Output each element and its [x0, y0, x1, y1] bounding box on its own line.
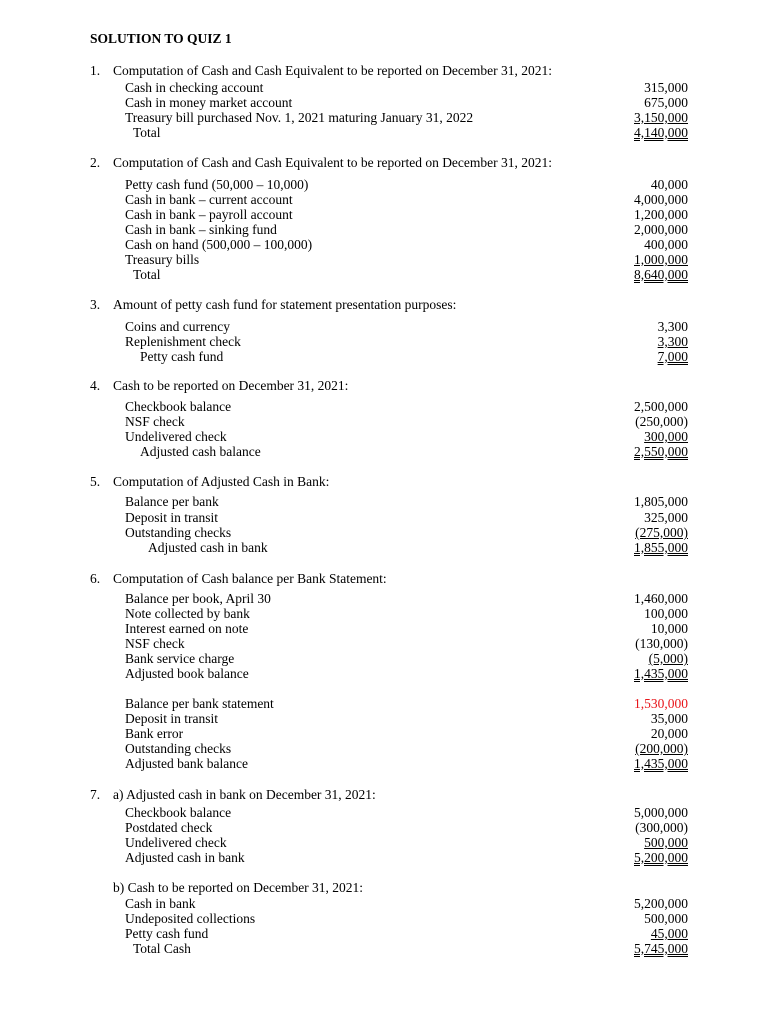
table-row	[0, 741, 768, 756]
row-value: 300,000	[644, 429, 688, 444]
row-label: Undelivered check	[125, 835, 227, 850]
row-label: Cash in bank – current account	[125, 192, 293, 207]
total-value: 5,200,000	[634, 850, 688, 865]
row-label: Replenishment check	[125, 334, 241, 349]
row-value: 500,000	[644, 911, 688, 926]
document-title: SOLUTION TO QUIZ 1	[90, 31, 232, 46]
table-row	[0, 926, 768, 941]
row-value: (250,000)	[635, 414, 688, 429]
row-label: Deposit in transit	[125, 711, 218, 726]
question-heading	[90, 297, 456, 312]
question-text: Computation of Cash and Cash Equivalent to be reported on December 31, 2021:	[113, 63, 553, 78]
question-heading	[90, 474, 329, 489]
question-number: 2.	[90, 155, 101, 170]
table-row	[0, 591, 768, 606]
question-text: a) Adjusted cash in bank on December 31, 2021:	[113, 787, 376, 802]
total-row	[0, 941, 768, 956]
table-row	[0, 414, 768, 429]
row-value: 500,000	[644, 835, 688, 850]
row-value: 3,150,000	[634, 110, 688, 125]
row-label: Undelivered check	[125, 429, 227, 444]
row-label: Adjusted cash in bank	[125, 850, 245, 865]
row-value: 45,000	[650, 926, 688, 941]
row-label: Total Cash	[133, 941, 191, 956]
row-value: 4,000,000	[634, 192, 688, 207]
table-row	[0, 621, 768, 636]
total-value: 1,855,000	[634, 540, 688, 555]
row-label: Balance per bank	[125, 494, 219, 509]
row-label: Balance per book, April 30	[125, 591, 271, 606]
question-heading	[90, 787, 376, 802]
row-label: Treasury bill purchased Nov. 1, 2021 maturing January 31, 2022	[125, 110, 474, 125]
table-row	[0, 726, 768, 741]
table-row	[0, 429, 768, 444]
table-row	[0, 399, 768, 414]
highlighted-value: 1,530,000	[634, 696, 688, 711]
table-row	[0, 192, 768, 207]
row-value: 325,000	[644, 510, 688, 525]
total-value: 8,640,000	[634, 267, 688, 282]
total-row	[0, 756, 768, 771]
table-row	[0, 207, 768, 222]
row-label: Coins and currency	[125, 319, 230, 334]
row-label: Checkbook balance	[125, 805, 232, 820]
row-label: NSF check	[125, 636, 185, 651]
row-value: 400,000	[644, 237, 688, 252]
table-row	[0, 835, 768, 850]
row-value: 1,200,000	[634, 207, 688, 222]
total-value: 2,550,000	[634, 444, 688, 459]
row-value: 10,000	[650, 621, 688, 636]
row-label: Cash in bank	[125, 896, 196, 911]
table-row	[0, 95, 768, 110]
row-label: Deposit in transit	[125, 510, 218, 525]
question-heading	[90, 378, 348, 393]
row-label: NSF check	[125, 414, 185, 429]
total-value: 5,745,000	[634, 941, 688, 956]
question-number: 6.	[90, 571, 101, 586]
question-number: 4.	[90, 378, 101, 393]
table-row	[0, 510, 768, 525]
row-label: Total	[133, 125, 161, 140]
row-value: 100,000	[644, 606, 688, 621]
row-label: Adjusted cash balance	[140, 444, 261, 459]
table-row	[0, 177, 768, 192]
table-row	[0, 237, 768, 252]
total-value: 4,140,000	[634, 125, 688, 140]
total-value: 7,000	[657, 349, 688, 364]
question-heading	[90, 155, 552, 170]
row-label: Bank service charge	[125, 651, 235, 666]
question-heading	[90, 63, 552, 78]
row-label: Bank error	[125, 726, 184, 741]
row-label: Adjusted bank balance	[125, 756, 248, 771]
question-text: Computation of Adjusted Cash in Bank:	[113, 474, 330, 489]
question-number: 7.	[90, 787, 101, 802]
table-row	[0, 80, 768, 95]
table-row	[0, 334, 768, 349]
row-label: Interest earned on note	[125, 621, 249, 636]
row-value: 3,300	[657, 334, 688, 349]
row-label: Balance per bank statement	[125, 696, 274, 711]
total-row	[0, 125, 768, 140]
table-row	[0, 820, 768, 835]
row-label: Total	[133, 267, 161, 282]
row-value: (300,000)	[635, 820, 688, 835]
row-value: 3,300	[657, 319, 688, 334]
row-value: 1,460,000	[634, 591, 688, 606]
table-row	[0, 651, 768, 666]
row-label: Petty cash fund	[125, 926, 209, 941]
row-value: (130,000)	[635, 636, 688, 651]
table-row	[0, 696, 768, 711]
row-label: Cash in bank – sinking fund	[125, 222, 277, 237]
row-value: (200,000)	[635, 741, 688, 756]
row-value: (275,000)	[635, 525, 688, 540]
total-row	[0, 850, 768, 865]
row-value: 315,000	[644, 80, 688, 95]
table-row	[0, 711, 768, 726]
row-label: Cash in money market account	[125, 95, 293, 110]
table-row	[0, 636, 768, 651]
row-value: 2,500,000	[634, 399, 688, 414]
row-label: Cash in bank – payroll account	[125, 207, 293, 222]
table-row	[0, 896, 768, 911]
total-row	[0, 666, 768, 681]
row-value: 675,000	[644, 95, 688, 110]
row-value: 2,000,000	[634, 222, 688, 237]
table-row	[0, 110, 768, 125]
table-row	[0, 606, 768, 621]
subquestion-heading: b) Cash to be reported on December 31, 2021:	[113, 880, 364, 895]
row-label: Adjusted book balance	[125, 666, 249, 681]
row-label: Outstanding checks	[125, 525, 232, 540]
row-label: Cash on hand (500,000 – 100,000)	[125, 237, 313, 252]
row-value: 20,000	[650, 726, 688, 741]
table-row	[0, 805, 768, 820]
question-text: Amount of petty cash fund for statement presentation purposes:	[113, 297, 457, 312]
total-row	[0, 540, 768, 555]
question-text: Computation of Cash and Cash Equivalent to be reported on December 31, 2021:	[113, 155, 553, 170]
row-label: Postdated check	[125, 820, 213, 835]
row-label: Adjusted cash in bank	[148, 540, 268, 555]
question-text: Computation of Cash balance per Bank Statement:	[113, 571, 387, 586]
question-heading	[90, 571, 387, 586]
row-value: 40,000	[650, 177, 688, 192]
total-value: 1,435,000	[634, 666, 688, 681]
row-value: 1,000,000	[634, 252, 688, 267]
table-row	[0, 525, 768, 540]
row-label: Petty cash fund (50,000 – 10,000)	[125, 177, 309, 192]
total-row	[0, 267, 768, 282]
row-value: (5,000)	[648, 651, 688, 666]
row-label: Petty cash fund	[140, 349, 224, 364]
row-label: Outstanding checks	[125, 741, 232, 756]
row-value: 1,805,000	[634, 494, 688, 509]
row-value: 5,000,000	[634, 805, 688, 820]
row-label: Treasury bills	[125, 252, 200, 267]
total-row	[0, 444, 768, 459]
table-row	[0, 252, 768, 267]
row-label: Undeposited collections	[125, 911, 256, 926]
question-text: Cash to be reported on December 31, 2021:	[113, 378, 349, 393]
question-number: 3.	[90, 297, 101, 312]
row-value: 35,000	[650, 711, 688, 726]
table-row	[0, 222, 768, 237]
table-row	[0, 319, 768, 334]
total-row	[0, 349, 768, 364]
row-label: Note collected by bank	[125, 606, 250, 621]
row-label: Checkbook balance	[125, 399, 232, 414]
row-value: 5,200,000	[634, 896, 688, 911]
question-number: 5.	[90, 474, 101, 489]
total-value: 1,435,000	[634, 756, 688, 771]
table-row	[0, 494, 768, 509]
table-row	[0, 911, 768, 926]
row-label: Cash in checking account	[125, 80, 264, 95]
question-number: 1.	[90, 63, 101, 78]
